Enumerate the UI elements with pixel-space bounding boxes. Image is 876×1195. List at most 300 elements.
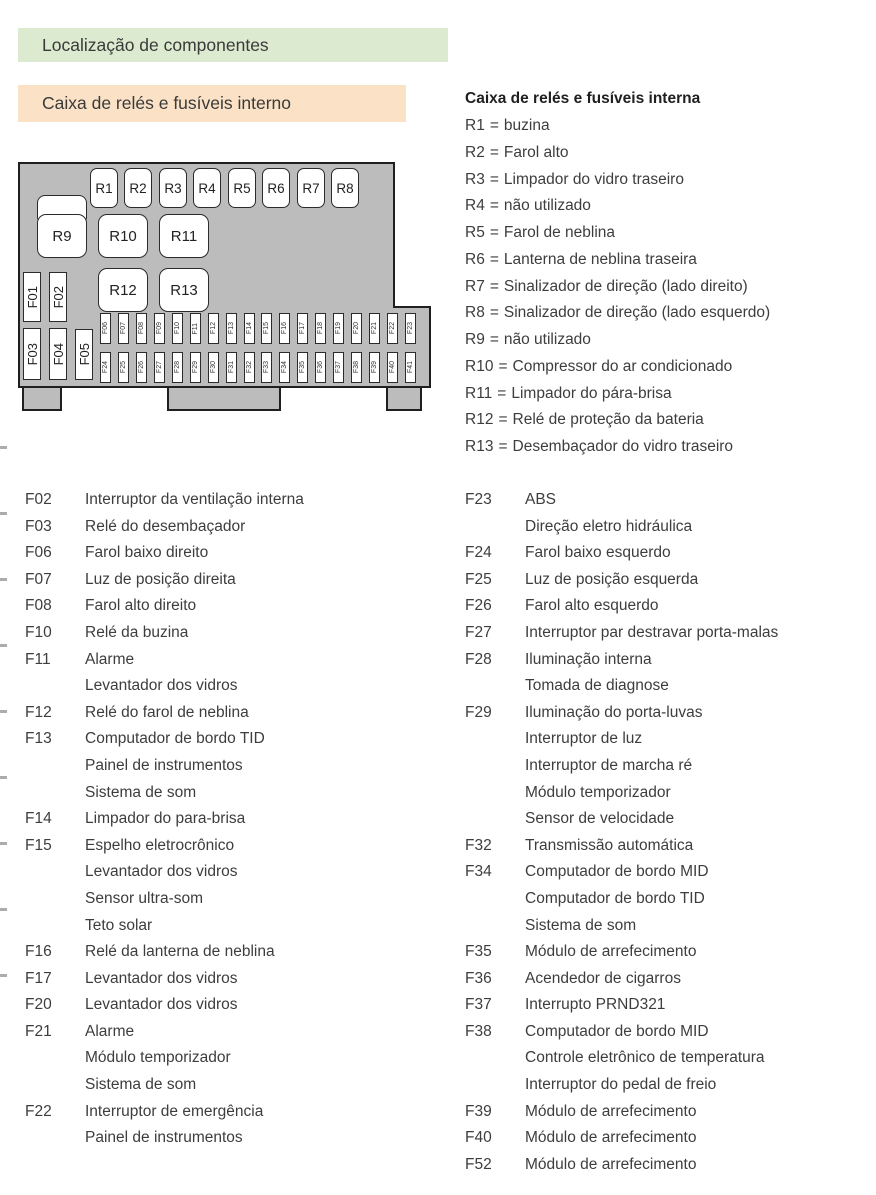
fuse-row — [25, 700, 304, 727]
relay-r8 — [331, 168, 359, 208]
legend-row — [465, 434, 770, 461]
fuse-f17-label: F17 — [299, 322, 306, 335]
relay-r5 — [228, 168, 256, 208]
fuse-description: Relé do desembaçador — [85, 517, 246, 535]
fuse-row — [465, 1125, 778, 1152]
fuse-description: Painel de instrumentos — [85, 756, 243, 774]
edge-tick — [0, 644, 7, 647]
fuse-row — [465, 1019, 778, 1046]
fuse-description: Farol alto esquerdo — [525, 597, 659, 615]
relay-code: R4 — [465, 197, 485, 215]
relay-r2 — [124, 168, 152, 208]
fuse-f04 — [49, 328, 67, 380]
equals-sign: = — [489, 170, 499, 188]
fuse-description: Módulo temporizador — [525, 783, 671, 801]
equals-sign: = — [489, 117, 499, 134]
relay-r2-label: R2 — [129, 180, 147, 196]
fuse-code: F20 — [25, 996, 52, 1014]
fuse-f10-label: F10 — [174, 322, 181, 335]
fuse-description: Interruptor da ventilação interna — [85, 491, 304, 508]
fuse-f19 — [333, 313, 344, 344]
legend-row — [465, 220, 770, 247]
fuse-f09-label: F09 — [156, 322, 163, 335]
fuse-f28-label: F28 — [174, 361, 181, 374]
relay-description: Farol de neblina — [503, 224, 616, 241]
fuse-f02-label: F02 — [50, 285, 66, 309]
fuse-f21-label: F21 — [371, 322, 378, 335]
fuse-description: Farol baixo esquerdo — [525, 544, 671, 562]
fuse-description: Módulo de arrefecimento — [525, 1102, 697, 1120]
equals-sign: = — [489, 143, 499, 161]
fusebox-foot — [167, 384, 281, 411]
legend-row — [465, 193, 770, 220]
fuse-row — [465, 620, 778, 647]
fuse-description: Sistema de som — [525, 916, 637, 934]
fuse-f29 — [190, 352, 201, 383]
legend-row — [465, 381, 770, 408]
fuse-f20 — [351, 313, 362, 344]
fuse-f13-label: F13 — [228, 322, 235, 335]
relay-code: R9 — [465, 331, 485, 348]
fuse-f28 — [172, 352, 183, 383]
fuse-row — [25, 1072, 304, 1099]
fuse-f01-label: F01 — [24, 285, 40, 309]
fuse-row — [465, 753, 778, 780]
edge-tick — [0, 446, 7, 449]
section-header — [18, 28, 448, 62]
fuse-code: F34 — [465, 863, 492, 881]
relay-description: Relé de proteção da bateria — [512, 411, 704, 429]
relay-description: Limpador do pára-brisa — [511, 384, 672, 402]
fuse-description: Interruptor do pedal de freio — [525, 1076, 717, 1094]
legend-row — [465, 140, 770, 167]
relay-r10 — [98, 214, 148, 258]
fuse-description: Iluminação interna — [525, 650, 652, 668]
fuse-f11 — [190, 313, 201, 344]
legend-row — [465, 300, 770, 327]
fuse-description: Computador de bordo TID — [525, 889, 705, 907]
relay-description: buzina — [503, 117, 550, 134]
subsection-header — [18, 85, 406, 122]
subsection-title: Caixa de relés e fusíveis interno — [42, 93, 292, 113]
fuse-description: Interruptor de marcha ré — [525, 756, 693, 774]
fuse-row — [465, 540, 778, 567]
fuse-description: Farol baixo direito — [85, 544, 209, 562]
fuse-row — [25, 540, 304, 567]
edge-tick — [0, 974, 7, 977]
fuse-description: Sensor de velocidade — [525, 810, 675, 828]
fuse-description: Transmissão automática — [525, 836, 694, 854]
fuse-f10 — [172, 313, 183, 344]
fuse-description: Interrupto PRND321 — [525, 996, 666, 1014]
fusebox-foot — [386, 384, 422, 411]
fuse-code: F11 — [25, 650, 51, 668]
legend-row — [465, 407, 770, 434]
equals-sign: = — [489, 277, 499, 295]
fuse-code: F35 — [465, 943, 492, 961]
fuse-description: Interruptor de luz — [525, 730, 643, 748]
fuse-f06-label: F06 — [102, 322, 109, 335]
relay-code: R8 — [465, 304, 485, 322]
fuse-f16 — [279, 313, 290, 344]
relay-r6-label: R6 — [267, 180, 285, 196]
fuse-f20-label: F20 — [353, 322, 360, 335]
edge-tick — [0, 512, 7, 515]
fuse-description: Direção eletro hidráulica — [525, 517, 693, 535]
relay-code: R11 — [465, 384, 493, 402]
fuse-row — [25, 913, 304, 940]
relay-r11-label: R11 — [170, 227, 198, 245]
fuse-row — [25, 753, 304, 780]
fuse-f13 — [226, 313, 237, 344]
fuse-f25 — [118, 352, 129, 383]
fuse-f12 — [208, 313, 219, 344]
fuse-description: Levantador dos vidros — [85, 677, 238, 695]
equals-sign: = — [498, 411, 508, 429]
fuse-f27-label: F27 — [156, 361, 163, 374]
fuse-description: Computador de bordo TID — [85, 730, 265, 748]
fuse-f25-label: F25 — [120, 361, 127, 374]
fuse-description: Iluminação do porta-luvas — [525, 703, 703, 721]
fuse-f16-label: F16 — [281, 322, 288, 335]
fuse-f38-label: F38 — [353, 361, 360, 374]
relay-code: R6 — [465, 250, 485, 268]
fuse-code: F08 — [25, 597, 52, 615]
fuse-row — [465, 913, 778, 940]
relay-r7-label: R7 — [302, 180, 320, 196]
relay-code: R13 — [465, 438, 494, 455]
fuse-f08 — [136, 313, 147, 344]
relay-r4-label: R4 — [198, 180, 216, 196]
relay-r9-label: R9 — [52, 227, 72, 245]
fuse-f37-label: F37 — [335, 361, 342, 374]
fuse-description: Alarme — [85, 1022, 135, 1040]
relay-description: não utilizado — [503, 197, 591, 215]
fuse-f19-label: F19 — [335, 322, 342, 335]
fuse-code: F29 — [465, 703, 492, 721]
fuse-f09 — [154, 313, 165, 344]
relay-code: R1 — [465, 117, 485, 134]
equals-sign: = — [489, 331, 499, 348]
fuse-f31-label: F31 — [228, 361, 235, 374]
fuse-f22-label: F22 — [389, 322, 396, 335]
fuse-f38 — [351, 352, 362, 383]
fuse-f29-label: F29 — [192, 361, 199, 374]
fuse-row — [25, 514, 304, 541]
fuse-f02 — [49, 272, 67, 322]
fuse-row — [25, 833, 304, 860]
fuse-table-left — [25, 487, 304, 1152]
fuse-description: Luz de posição esquerda — [525, 570, 699, 588]
fuse-f03-label: F03 — [24, 342, 40, 366]
fuse-row — [25, 1045, 304, 1072]
relay-r4 — [193, 168, 221, 208]
fuse-f40-label: F40 — [389, 361, 396, 374]
fuse-code: F14 — [25, 810, 52, 828]
fuse-row — [465, 673, 778, 700]
fuse-f24-label: F24 — [102, 361, 109, 374]
fuse-description: Sistema de som — [85, 1076, 197, 1094]
fuse-f39-label: F39 — [371, 361, 378, 374]
equals-sign: = — [489, 224, 499, 241]
fuse-f04-label: F04 — [50, 342, 66, 366]
relay-r1 — [90, 168, 118, 208]
fuse-row — [25, 966, 304, 993]
fuse-row — [25, 939, 304, 966]
fuse-row — [465, 487, 778, 514]
fuse-row — [25, 780, 304, 807]
fuse-code: F28 — [465, 650, 492, 668]
fuse-code: F15 — [25, 836, 52, 854]
fuse-row — [25, 992, 304, 1019]
fuse-description: Relé da buzina — [85, 623, 189, 641]
fuse-f07 — [118, 313, 129, 344]
relay-description: Farol alto — [503, 143, 569, 161]
fuse-description: ABS — [525, 491, 557, 508]
fuse-f05 — [75, 329, 93, 380]
relay-r9 — [37, 214, 87, 258]
fuse-row — [25, 1099, 304, 1126]
relay-r7 — [297, 168, 325, 208]
fuse-code: F27 — [465, 623, 492, 641]
relay-code: R2 — [465, 143, 485, 161]
fuse-description: Módulo temporizador — [85, 1049, 231, 1067]
fuse-f12-label: F12 — [210, 322, 217, 335]
fuse-row — [25, 647, 304, 674]
fuse-code: F17 — [25, 969, 52, 987]
fuse-f36-label: F36 — [317, 361, 324, 374]
relay-r11 — [159, 214, 209, 258]
fuse-f15 — [261, 313, 272, 344]
fuse-f26 — [136, 352, 147, 383]
fuse-row — [25, 487, 304, 514]
fuse-row — [465, 1099, 778, 1126]
equals-sign: = — [498, 357, 508, 375]
fuse-f08-label: F08 — [138, 322, 145, 335]
fuse-f14-label: F14 — [246, 322, 253, 335]
fuse-f01 — [23, 272, 41, 322]
fuse-description: Alarme — [85, 650, 135, 668]
equals-sign: = — [489, 250, 499, 268]
fuse-description: Interruptor de emergência — [85, 1102, 264, 1120]
fuse-row — [465, 700, 778, 727]
fuse-row — [465, 859, 778, 886]
fusebox-foot — [22, 384, 62, 411]
fuse-description: Limpador do para-brisa — [85, 810, 246, 828]
fuse-row — [25, 1019, 304, 1046]
fuse-f18 — [315, 313, 326, 344]
relay-r10-label: R10 — [109, 227, 137, 245]
fuse-description: Módulo de arrefecimento — [525, 943, 697, 961]
fuse-description: Computador de bordo MID — [525, 1022, 709, 1040]
fuse-code: F25 — [465, 570, 492, 588]
fuse-table-right — [465, 487, 778, 1178]
fuse-f15-label: F15 — [263, 322, 270, 335]
fuse-code: F52 — [465, 1155, 492, 1173]
fuse-code: F36 — [465, 969, 492, 987]
fuse-code: F12 — [25, 703, 52, 721]
fuse-description: Relé da lanterna de neblina — [85, 943, 275, 961]
fuse-description: Levantador dos vidros — [85, 996, 238, 1014]
fuse-code: F32 — [465, 836, 492, 854]
fuse-code: F22 — [25, 1102, 52, 1120]
relay-description: Compressor do ar condicionado — [512, 357, 733, 375]
edge-tick — [0, 842, 7, 845]
fuse-description: Levantador dos vidros — [85, 863, 238, 881]
fuse-code: F24 — [465, 544, 492, 562]
relay-description: Limpador do vidro traseiro — [503, 170, 684, 188]
fuse-f06 — [100, 313, 111, 344]
fuse-code: F40 — [465, 1129, 492, 1147]
fuse-row — [465, 567, 778, 594]
fuse-row — [465, 726, 778, 753]
fuse-f07-label: F07 — [120, 322, 127, 335]
edge-tick — [0, 578, 7, 581]
fuse-f37 — [333, 352, 344, 383]
fuse-f35 — [297, 352, 308, 383]
fuse-description: Controle eletrônico de temperatura — [525, 1049, 765, 1067]
fuse-f33-label: F33 — [263, 361, 270, 374]
fuse-row — [25, 859, 304, 886]
fuse-row — [465, 886, 778, 913]
edge-tick — [0, 776, 7, 779]
fuse-f34 — [279, 352, 290, 383]
edge-tick — [0, 908, 7, 911]
fuse-f32 — [244, 352, 255, 383]
fuse-description: Módulo de arrefecimento — [525, 1129, 697, 1147]
relay-code: R5 — [465, 224, 485, 241]
relay-code: R10 — [465, 357, 494, 375]
fuse-row — [465, 647, 778, 674]
fuse-row — [465, 806, 778, 833]
fuse-description: Luz de posição direita — [85, 570, 236, 588]
fuse-f18-label: F18 — [317, 322, 324, 335]
fuse-f24 — [100, 352, 111, 383]
fuse-row — [465, 939, 778, 966]
section-title: Localização de componentes — [42, 34, 269, 55]
relay-code: R3 — [465, 170, 485, 188]
fuse-f11-label: F11 — [192, 322, 199, 335]
legend-row — [465, 354, 770, 381]
fuse-description: Relé do farol de neblina — [85, 703, 249, 721]
fuse-f14 — [244, 313, 255, 344]
fuse-description: Acendedor de cigarros — [525, 969, 681, 987]
relay-r13-label: R13 — [170, 281, 198, 299]
legend-row — [465, 274, 770, 301]
fuse-f27 — [154, 352, 165, 383]
equals-sign: = — [498, 438, 508, 455]
fuse-code: F38 — [465, 1022, 492, 1040]
fuse-row — [465, 780, 778, 807]
fuse-row — [25, 567, 304, 594]
fuse-row — [465, 593, 778, 620]
fuse-description: Espelho eletrocrônico — [85, 836, 235, 854]
fuse-description: Sensor ultra-som — [85, 889, 204, 907]
fuse-row — [25, 673, 304, 700]
fuse-f36 — [315, 352, 326, 383]
fuse-f30 — [208, 352, 219, 383]
equals-sign: = — [497, 384, 507, 402]
fuse-code: F06 — [25, 544, 52, 562]
fuse-f35-label: F35 — [299, 361, 306, 374]
relay-r5-label: R5 — [233, 180, 251, 196]
relay-legend — [465, 85, 770, 461]
fuse-row — [465, 833, 778, 860]
fuse-f39 — [369, 352, 380, 383]
relay-description: Desembaçador do vidro traseiro — [512, 438, 734, 455]
fuse-code: F13 — [25, 730, 52, 748]
fuse-row — [25, 1125, 304, 1152]
fuse-row — [465, 1152, 778, 1179]
fuse-row — [25, 806, 304, 833]
fuse-description: Tomada de diagnose — [525, 677, 669, 695]
fuse-description: Interruptor par destravar porta-malas — [525, 623, 779, 641]
edge-tick — [0, 710, 7, 713]
equals-sign: = — [489, 197, 499, 215]
relay-legend-title: Caixa de relés e fusíveis interna — [465, 90, 701, 107]
fuse-f17 — [297, 313, 308, 344]
legend-row — [465, 167, 770, 194]
relay-r8-label: R8 — [336, 180, 354, 196]
legend-row — [465, 327, 770, 354]
fuse-f34-label: F34 — [281, 361, 288, 374]
fuse-row — [465, 966, 778, 993]
fuse-code: F37 — [465, 996, 492, 1014]
relay-description: Lanterna de neblina traseira — [503, 250, 697, 268]
fuse-f33 — [261, 352, 272, 383]
relay-r13 — [159, 268, 209, 312]
relay-code: R12 — [465, 411, 494, 429]
relay-r1-label: R1 — [95, 180, 113, 196]
fuse-row — [25, 886, 304, 913]
relay-description: não utilizado — [503, 331, 591, 348]
fuse-code: F26 — [465, 597, 492, 615]
fuse-f26-label: F26 — [138, 361, 145, 374]
fuse-code: F10 — [25, 623, 52, 641]
relay-r3 — [159, 168, 187, 208]
relay-description: Sinalizador de direção (lado esquerdo) — [503, 304, 771, 322]
fuse-row — [25, 726, 304, 753]
fuse-f40 — [387, 352, 398, 383]
fuse-description: Farol alto direito — [85, 597, 197, 615]
fuse-description: Computador de bordo MID — [525, 863, 709, 881]
fuse-code: F07 — [25, 570, 52, 588]
fuse-row — [465, 992, 778, 1019]
relay-code: R7 — [465, 277, 485, 295]
equals-sign: = — [489, 304, 499, 322]
fuse-f31 — [226, 352, 237, 383]
fuse-f21 — [369, 313, 380, 344]
legend-row — [465, 113, 770, 140]
fuse-code: F02 — [25, 491, 52, 508]
fuse-f03 — [23, 328, 41, 380]
fuse-row — [25, 593, 304, 620]
fuse-description: Painel de instrumentos — [85, 1129, 243, 1147]
relay-description: Sinalizador de direção (lado direito) — [503, 277, 748, 295]
fuse-description: Sistema de som — [85, 783, 197, 801]
fuse-f41-label: F41 — [407, 361, 414, 374]
fuse-description: Levantador dos vidros — [85, 969, 238, 987]
fuse-row — [465, 514, 778, 541]
fuse-f23-label: F23 — [407, 322, 414, 335]
fuse-code: F23 — [465, 491, 492, 508]
relay-r6 — [262, 168, 290, 208]
fuse-f30-label: F30 — [210, 361, 217, 374]
fuse-code: F39 — [465, 1102, 492, 1120]
relay-r12-label: R12 — [109, 281, 137, 299]
fuse-f22 — [387, 313, 398, 344]
fuse-f41 — [405, 352, 416, 383]
